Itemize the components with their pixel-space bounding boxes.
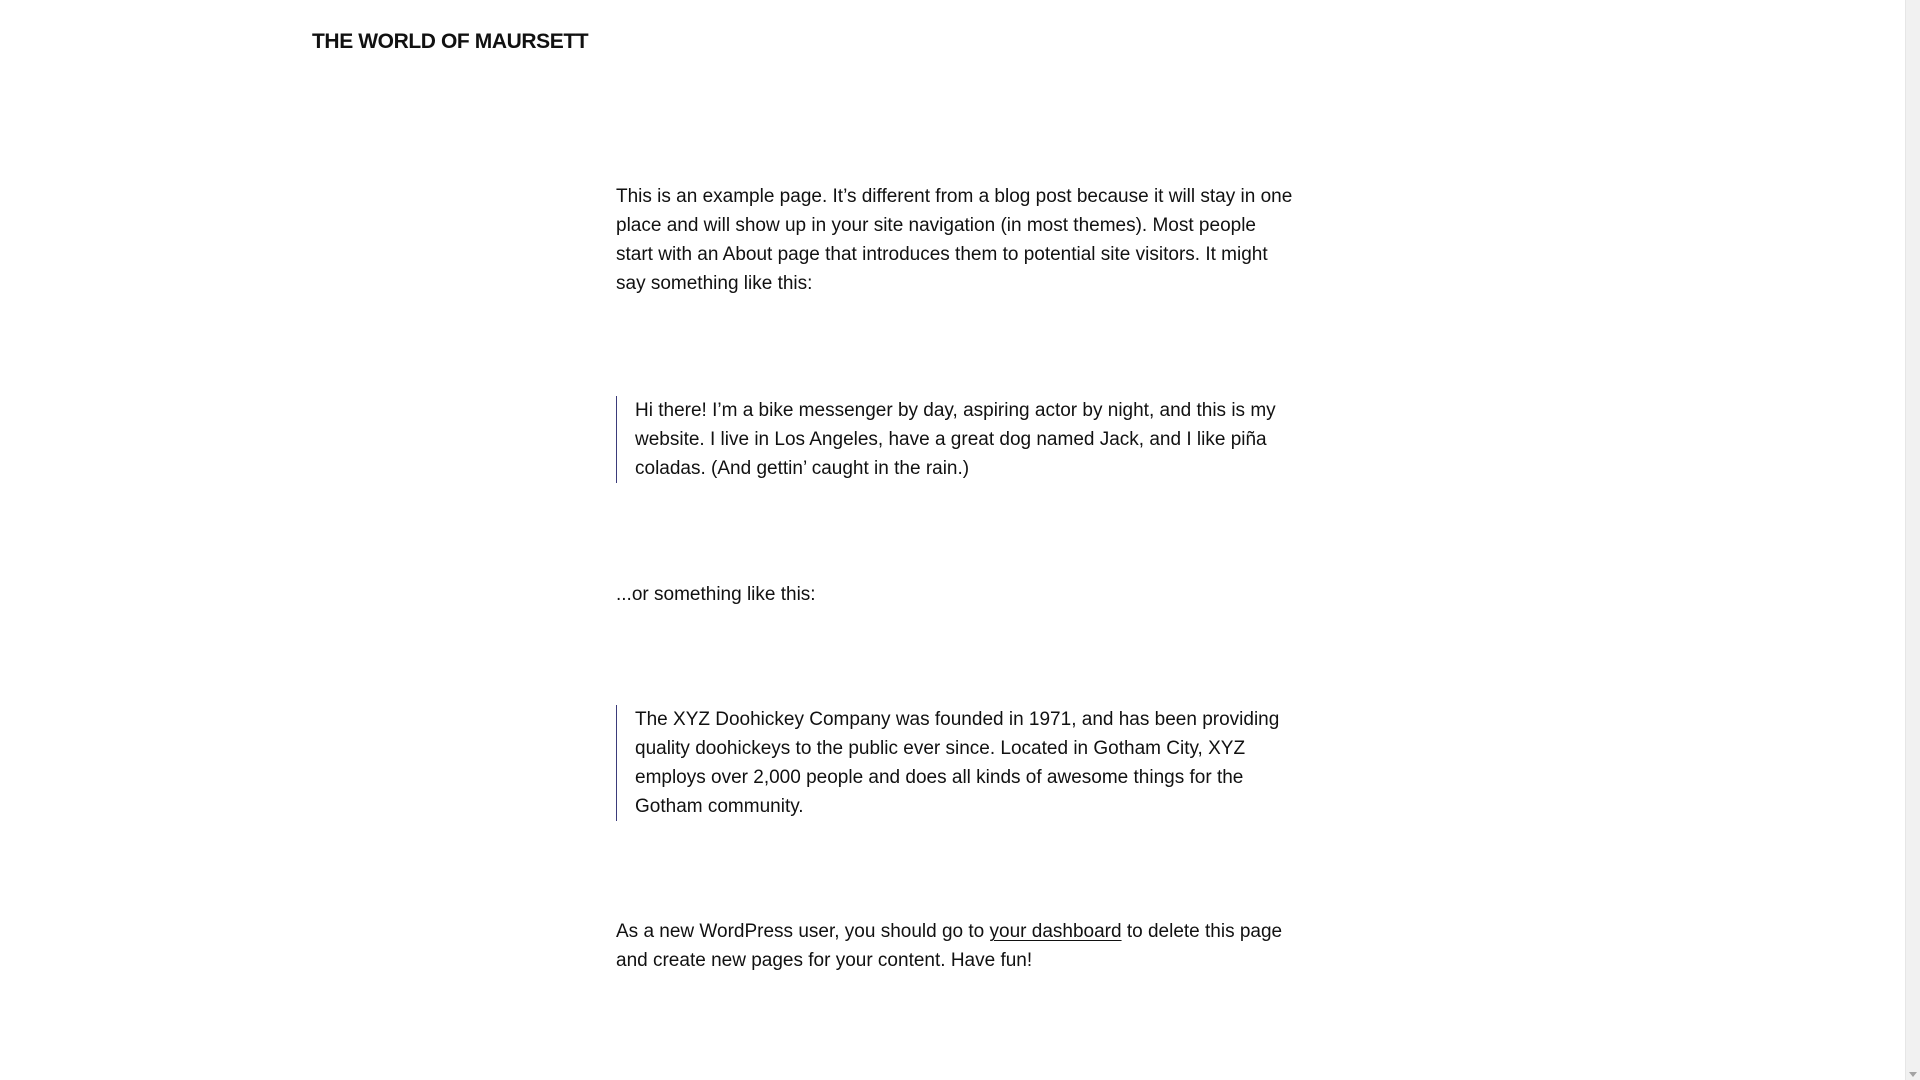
intro-paragraph: This is an example page. It’s different from a blog post because it will stay in one place and will show up in your site navigation (in most themes). Most people start with an About page that introduces them to potential site visitors. It might say something like this: — [616, 186, 1293, 294]
quote-bike-messenger — [616, 396, 1296, 483]
quote-text: The XYZ Doohickey Company was founded in 1971, and has been providing quality doohickeys to the public ever since. Located in Gotham City, XYZ employs over 2,000 people and does all kinds of awesome things for the Gotham community. — [635, 709, 1280, 817]
or-paragraph: ...or something like this: — [616, 584, 816, 605]
dashboard-link[interactable]: your dashboard — [989, 921, 1122, 942]
closing-paragraph — [616, 917, 1296, 975]
vertical-scrollbar[interactable] — [1905, 0, 1920, 1080]
page-content — [616, 182, 1296, 975]
quote-company — [616, 705, 1296, 821]
site-title[interactable]: THE WORLD OF MAURSETT — [312, 30, 589, 53]
scroll-down-arrow-icon[interactable] — [1909, 1072, 1917, 1077]
closing-text-after: to delete this page and create new pages for your content. Have fun! — [616, 921, 1283, 971]
closing-text-before: As a new WordPress user, you should go to — [616, 921, 990, 942]
scrollbar-thumb[interactable] — [1909, 2, 1917, 1042]
quote-text: Hi there! I’m a bike messenger by day, aspiring actor by night, and this is my website. I live in Los Angeles, have a great dog named Jack, and I like piña coladas. (And gettin’ caught in the rain.) — [635, 400, 1276, 479]
